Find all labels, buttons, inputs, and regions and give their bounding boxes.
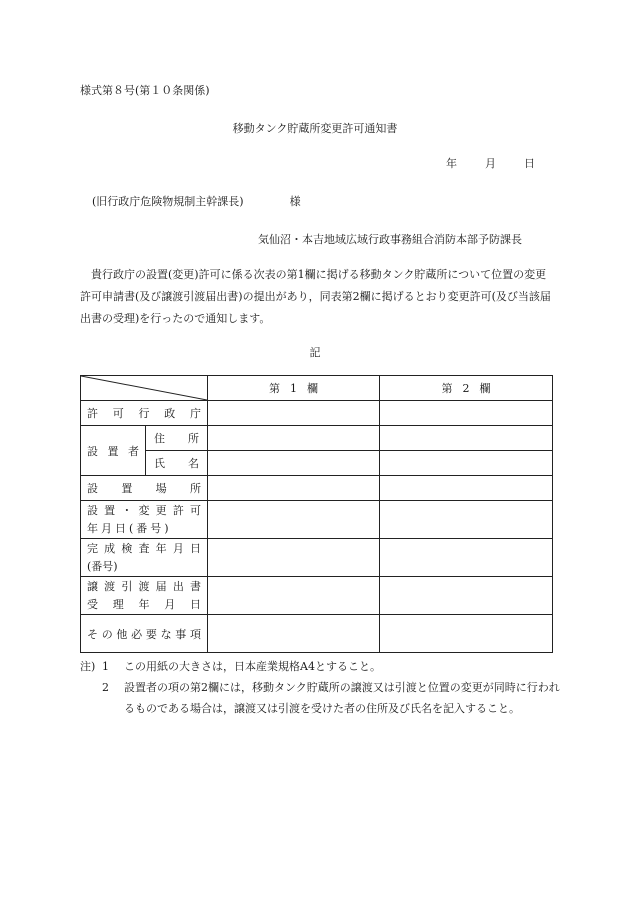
note-number: 1 (102, 660, 109, 673)
cell-col2 (380, 539, 553, 577)
cell-col1 (208, 401, 380, 426)
row-label-transfer-date: 譲渡引渡届出書 受理年月日 (81, 577, 208, 615)
table-row (81, 577, 553, 615)
cell-col2 (380, 426, 553, 451)
document-title: 移動タンク貯蔵所変更許可通知書 (232, 122, 398, 135)
table-header-row (81, 376, 553, 401)
row-label-location: 設置場所 (81, 476, 208, 501)
date-month: 月 (485, 157, 496, 170)
note-mark: 注) (80, 660, 96, 673)
cell-col1 (208, 501, 380, 539)
col1-header: 第 1 欄 (208, 376, 380, 401)
table-row (81, 401, 553, 426)
row-label-other: その他必要な事項 (81, 615, 208, 653)
row-label-installer: 設置者 (81, 426, 146, 476)
addressee-name: (旧行政庁危険物規制主幹課長) (92, 195, 244, 208)
table-row (81, 539, 553, 577)
cell-col1 (208, 577, 380, 615)
cell-col1 (208, 426, 380, 451)
cell-col2 (380, 501, 553, 539)
table-row (81, 501, 553, 539)
cell-col2 (380, 401, 553, 426)
note-item (80, 677, 560, 719)
cell-col2 (380, 476, 553, 501)
note-number: 2 (102, 681, 109, 694)
note-item (80, 656, 560, 677)
diagonal-line (81, 376, 207, 400)
addressee (92, 193, 301, 209)
date-year: 年 (446, 157, 457, 170)
note-text: この用紙の大きさは，日本産業規格A4とすること。 (124, 660, 381, 673)
table-row (81, 451, 553, 476)
cell-col2 (380, 451, 553, 476)
diagonal-corner-cell (81, 376, 208, 401)
sender: 気仙沼・本吉地域広域行政事務組合消防本部予防課長 (258, 233, 522, 246)
cell-col1 (208, 451, 380, 476)
row-label-address: 住所 (146, 426, 208, 451)
form-number: 様式第８号(第１０条関係) (80, 84, 210, 97)
note-text: 設置者の項の第2欄には，移動タンク貯蔵所の譲渡又は引渡と位置の変更が同時に行われるものである場合は，譲渡又は引渡を受けた者の住所及び氏名を記入すること。 (124, 681, 560, 715)
row-label-permit-date: 設置・変更許可 年月日(番号) (81, 501, 208, 539)
body-text: 貴行政庁の設置(変更)許可に係る次表の第1欄に掲げる移動タンク貯蔵所について位置の変更許可申請書(及び譲渡引渡届出書)の提出があり，同表第2欄に掲げるとおり変更許可(及び当該届出書の受理)を行ったので通知します。 (80, 268, 551, 325)
cell-col2 (380, 577, 553, 615)
notes (80, 656, 560, 719)
row-label-inspection-date: 完成検査年月日 (番号) (81, 539, 208, 577)
cell-col1 (208, 539, 380, 577)
table-row (81, 476, 553, 501)
cell-col1 (208, 476, 380, 501)
honorific: 様 (289, 195, 301, 208)
notification-table (80, 375, 553, 653)
cell-col1 (208, 615, 380, 653)
row-label-authority: 許可行政庁 (81, 401, 208, 426)
col2-header: 第 2 欄 (380, 376, 553, 401)
cell-col2 (380, 615, 553, 653)
table-row (81, 615, 553, 653)
date-line (446, 155, 535, 171)
table-row (81, 426, 553, 451)
date-day: 日 (524, 157, 535, 170)
row-label-name: 氏名 (146, 451, 208, 476)
ki-heading: 記 (309, 346, 321, 359)
